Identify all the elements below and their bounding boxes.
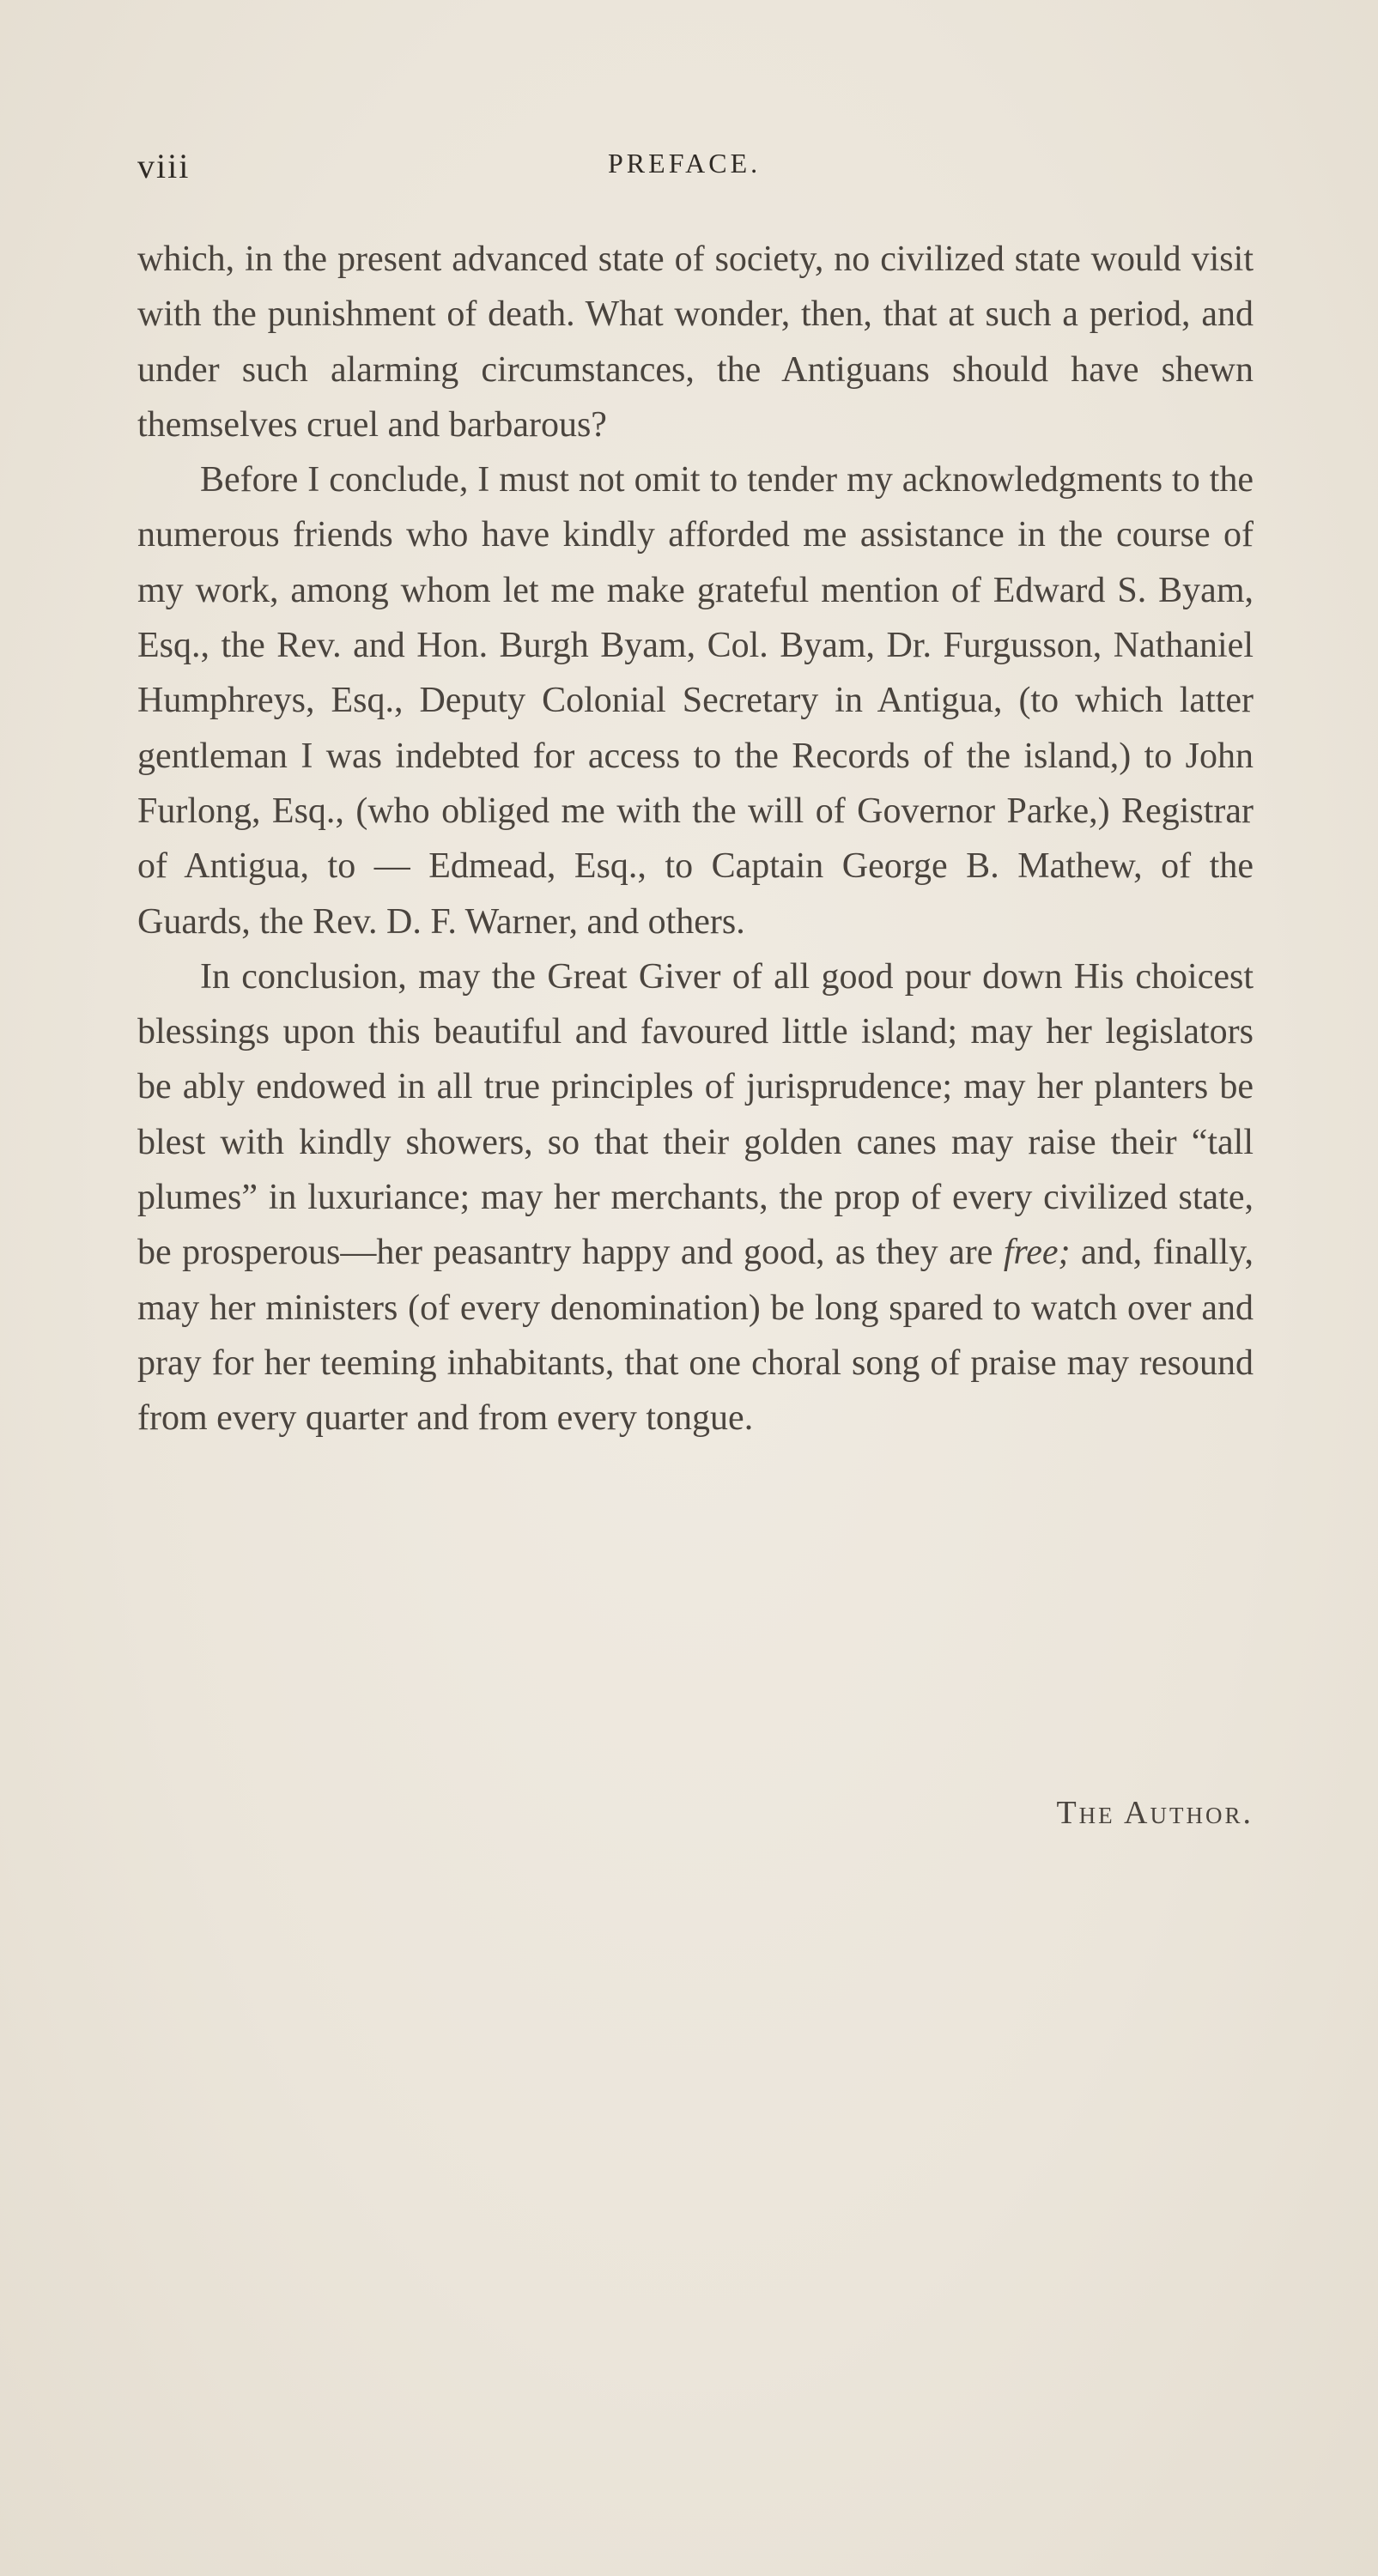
body-text	[137, 232, 1254, 1446]
running-head	[137, 146, 1254, 189]
author-signature: The Author.	[1056, 1795, 1254, 1831]
paragraph-acknowledgments: Before I conclude, I must not omit to tender my acknowledgments to the numerous friends who have kindly afforded me assistance in the course of my work, among whom let me make grateful mention of Edward S. Byam, Esq., the Rev. and Hon. Burgh Byam, Col. Byam, Dr. Furgusson, Nathaniel Humphreys, Esq., Deputy Colonial Secretary in Antigua, (to which latter gentleman I was indebted for access to the Records of the island,) to John Furlong, Esq., (who obliged me with the will of Governor Parke,) Registrar of Antigua, to — Edmead, Esq., to Captain George B. Mathew, of the Guards, the Rev. D. F. Warner, and others.	[137, 460, 1254, 942]
page-number: viii	[137, 147, 191, 185]
emphasis-free: free;	[1003, 1233, 1071, 1273]
paragraph-conclusion	[137, 949, 1254, 1446]
running-title: PREFACE.	[608, 148, 762, 179]
conclusion-text-after: and, finally, may her ministers (of every denomination) be long spared to watch over and pray for her teeming inhabitants, that one choral song of praise may resound from every quarter and from every tongue.	[137, 1233, 1254, 1439]
paragraph-continuation: which, in the present advanced state of society, no civilized state would visit with the punishment of death. What wonder, then, that at such a period, and under such alarming circumstances, the Antiguans should have shewn themselves cruel and barbarous?	[137, 239, 1254, 445]
conclusion-text-before: In conclusion, may the Great Giver of all good pour down His choicest blessings upon this beautiful and favoured little island; may her legislators be ably endowed in all true principles of jurisprudence; may her planters be blest with kindly showers, so that their golden canes may raise their “tall plumes” in luxuriance; may her merchants, the prop of every civilized state, be prosperous—her peasantry happy and good, as they are	[137, 956, 1254, 1273]
